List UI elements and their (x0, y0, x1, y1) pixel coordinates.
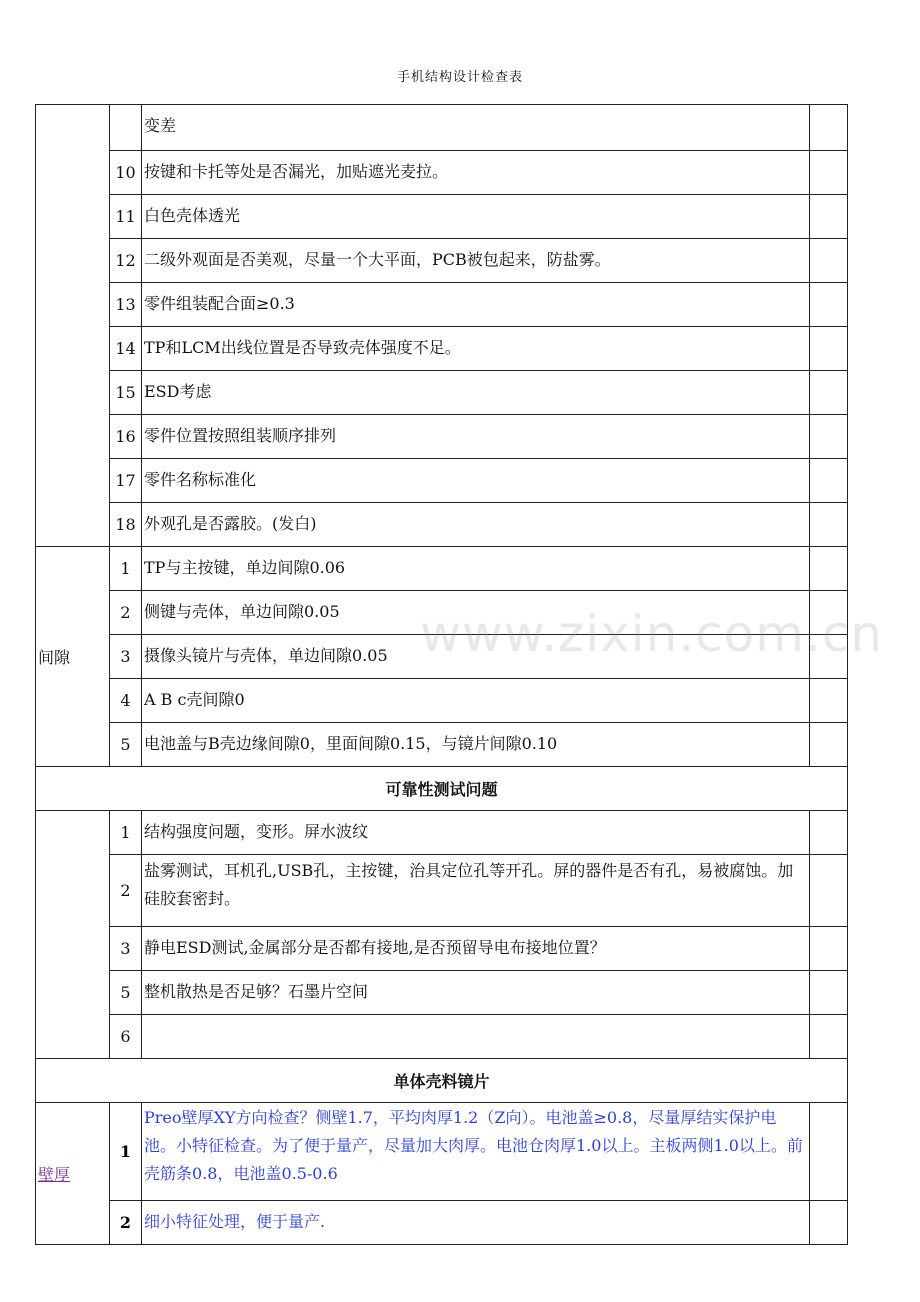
row-number: 3 (110, 927, 142, 971)
check-cell[interactable] (810, 503, 848, 547)
row-number: 1 (110, 1103, 142, 1201)
section-heading-reliability: 可靠性测试问题 (36, 767, 848, 811)
table-row (36, 723, 848, 767)
check-cell[interactable] (810, 459, 848, 503)
check-item-text: Preo壁厚XY方向检查？侧壁1.7，平均肉厚1.2（Z向）。电池盖≥0.8，尽量厚结实保护电池。小特征检查。为了便于量产，尽量加大肉厚。电池仓肉厚1.0以上。主板两侧1.0以上。前壳筋条0.8，电池盖0.5-0.6 (142, 1103, 810, 1201)
row-number: 2 (110, 1201, 142, 1245)
category-wall-thickness[interactable] (36, 1103, 110, 1245)
section-heading-shell: 单体壳料镜片 (36, 1059, 848, 1103)
section-row (36, 767, 848, 811)
table-row (36, 547, 848, 591)
row-number: 2 (110, 855, 142, 927)
table-row (36, 327, 848, 371)
check-item-text: 零件位置按照组装顺序排列 (142, 415, 810, 459)
row-number: 6 (110, 1015, 142, 1059)
section-row (36, 1059, 848, 1103)
row-number: 1 (110, 547, 142, 591)
table-row (36, 151, 848, 195)
wall-thickness-link[interactable]: 壁厚 (38, 1165, 71, 1184)
table-row (36, 1103, 848, 1201)
check-item-text: 结构强度问题，变形。屏水波纹 (142, 811, 810, 855)
check-cell[interactable] (810, 195, 848, 239)
check-cell[interactable] (810, 1015, 848, 1059)
check-cell[interactable] (810, 327, 848, 371)
check-item-text: 外观孔是否露胶。(发白) (142, 503, 810, 547)
check-item-text: 盐雾测试，耳机孔,USB孔，主按键，治具定位孔等开孔。屏的器件是否有孔，易被腐蚀。加硅胶套密封。 (142, 855, 810, 927)
table-row (36, 415, 848, 459)
check-item-text: 电池盖与B壳边缘间隙0，里面间隙0.15，与镜片间隙0.10 (142, 723, 810, 767)
check-item-text: 零件组装配合面≥0.3 (142, 283, 810, 327)
check-cell[interactable] (810, 1103, 848, 1201)
row-number: 12 (110, 239, 142, 283)
row-number: 10 (110, 151, 142, 195)
check-cell[interactable] (810, 723, 848, 767)
check-cell[interactable] (810, 635, 848, 679)
check-cell[interactable] (810, 811, 848, 855)
row-number: 16 (110, 415, 142, 459)
table-row (36, 105, 848, 151)
row-number (110, 105, 142, 151)
row-number: 13 (110, 283, 142, 327)
row-number: 17 (110, 459, 142, 503)
row-number: 3 (110, 635, 142, 679)
check-cell[interactable] (810, 679, 848, 723)
row-number: 4 (110, 679, 142, 723)
document-title: 手机结构设计检查表 (396, 70, 523, 85)
checklist-table (35, 104, 848, 1245)
check-cell[interactable] (810, 927, 848, 971)
table-row (36, 1201, 848, 1245)
row-number: 1 (110, 811, 142, 855)
table-row (36, 239, 848, 283)
table-row (36, 635, 848, 679)
table-row (36, 591, 848, 635)
check-cell[interactable] (810, 1201, 848, 1245)
category-cell (36, 105, 110, 547)
check-cell[interactable] (810, 971, 848, 1015)
table-row (36, 459, 848, 503)
check-cell[interactable] (810, 283, 848, 327)
check-item-text: 白色壳体透光 (142, 195, 810, 239)
table-row (36, 811, 848, 855)
check-cell[interactable] (810, 151, 848, 195)
check-cell[interactable] (810, 547, 848, 591)
table-row (36, 283, 848, 327)
check-item-text: ESD考虑 (142, 371, 810, 415)
row-number: 5 (110, 971, 142, 1015)
table-row (36, 927, 848, 971)
table-row (36, 1015, 848, 1059)
row-number: 5 (110, 723, 142, 767)
check-item-text: 细小特征处理，便于量产. (142, 1201, 810, 1245)
check-item-text: 按键和卡托等处是否漏光，加贴遮光麦拉。 (142, 151, 810, 195)
row-number: 2 (110, 591, 142, 635)
row-number: 11 (110, 195, 142, 239)
check-item-text: TP与主按键，单边间隙0.06 (142, 547, 810, 591)
category-cell (36, 811, 110, 1059)
check-cell[interactable] (810, 855, 848, 927)
check-cell[interactable] (810, 591, 848, 635)
table-row (36, 195, 848, 239)
row-number: 18 (110, 503, 142, 547)
check-item-text: 变差 (142, 105, 810, 151)
table-row (36, 679, 848, 723)
check-item-text: 零件名称标准化 (142, 459, 810, 503)
watermark: www.zixin.com.cn (420, 605, 884, 663)
check-item-text: A B c壳间隙0 (142, 679, 810, 723)
check-item-text: 二级外观面是否美观，尽量一个大平面，PCB被包起来，防盐雾。 (142, 239, 810, 283)
check-item-text: 摄像头镜片与壳体，单边间隙0.05 (142, 635, 810, 679)
row-number: 14 (110, 327, 142, 371)
check-item-text: TP和LCM出线位置是否导致壳体强度不足。 (142, 327, 810, 371)
row-number: 15 (110, 371, 142, 415)
table-row (36, 971, 848, 1015)
check-cell[interactable] (810, 239, 848, 283)
check-cell[interactable] (810, 415, 848, 459)
category-gap: 间隙 (36, 547, 110, 767)
table-row (36, 503, 848, 547)
check-cell[interactable] (810, 371, 848, 415)
check-cell[interactable] (810, 105, 848, 151)
check-item-text: 静电ESD测试,金属部分是否都有接地,是否预留导电布接地位置？ (142, 927, 810, 971)
check-item-text: 整机散热是否足够？石墨片空间 (142, 971, 810, 1015)
table-row (36, 371, 848, 415)
table-row (36, 855, 848, 927)
check-item-text (142, 1015, 810, 1059)
check-item-text: 侧键与壳体，单边间隙0.05 (142, 591, 810, 635)
